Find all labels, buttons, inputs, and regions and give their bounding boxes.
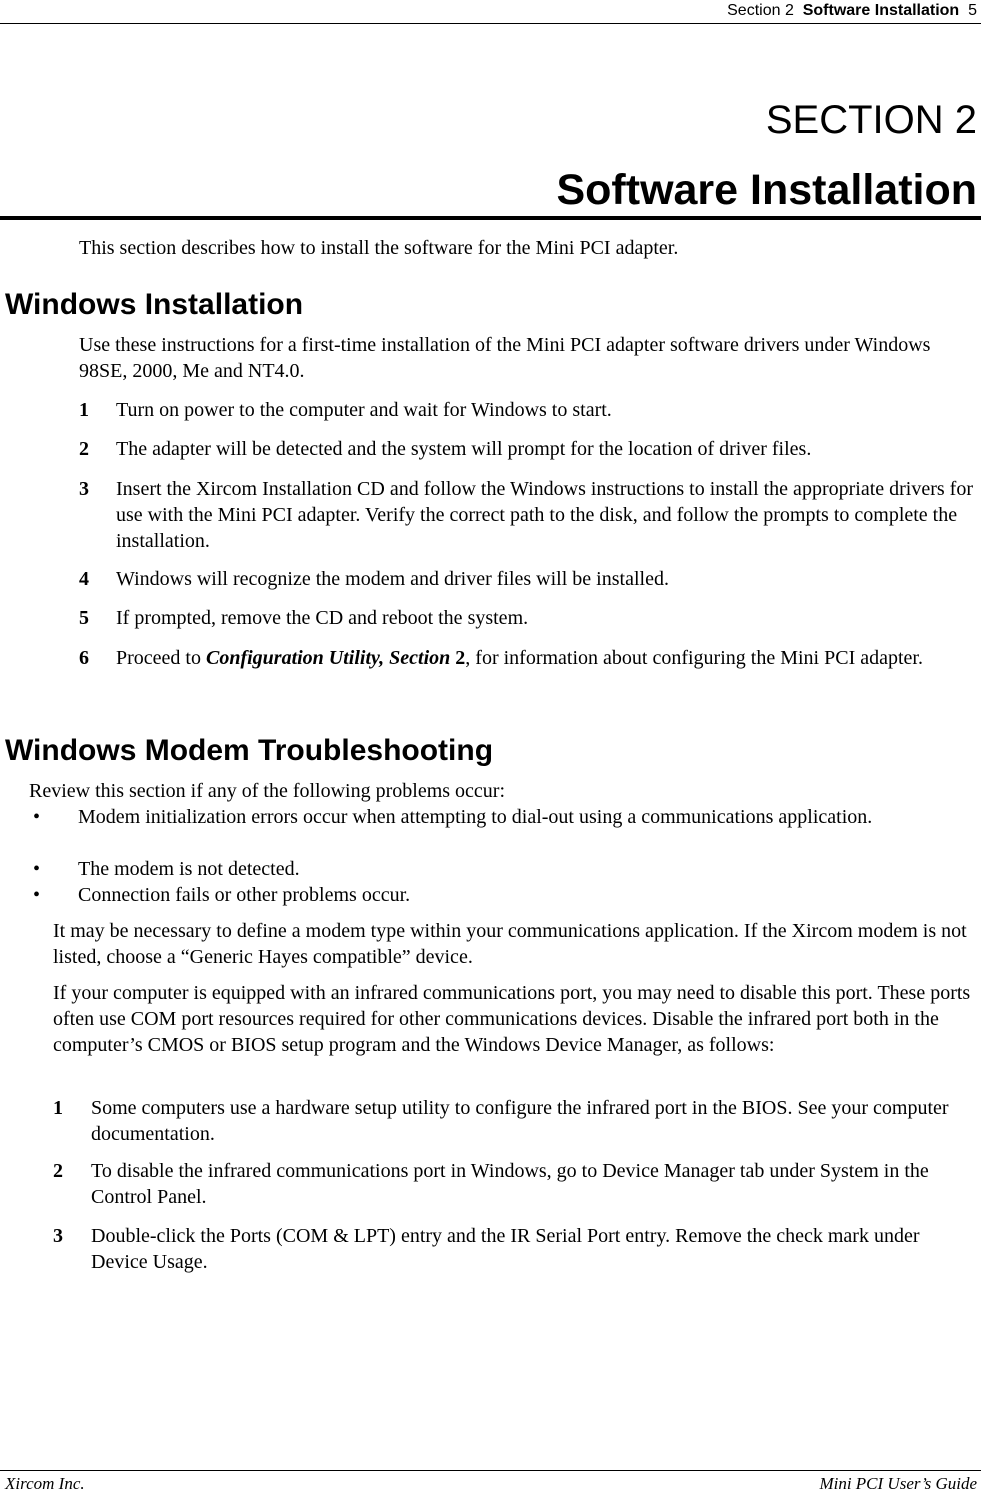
step-number: 3 — [53, 1225, 63, 1247]
page-number: 5 — [968, 2, 977, 19]
footer-rule — [0, 1470, 981, 1471]
heading-modem-troubleshooting: Windows Modem Troubleshooting — [5, 734, 494, 767]
header-title: Software Installation — [802, 2, 960, 19]
troubleshooting-paragraph: It may be necessary to define a modem type within your communications application. If the Xircom modem is not listed, choose a “Generic Hayes compatible” device. — [53, 920, 967, 968]
header-section: Section 2 — [727, 2, 794, 19]
step-number: 5 — [79, 607, 89, 629]
troubleshooting-paragraph: If your computer is equipped with an infrared communications port, you may need to disable this port. These ports often use COM port resources required for other communications devices. Disable the infrared port both in the computer’s CMOS or BIOS setup program and the Windows Device Manager, as follows: — [53, 982, 971, 1056]
step-number: 4 — [79, 568, 89, 590]
bullet-icon: • — [33, 884, 41, 906]
bullet-icon: • — [33, 806, 41, 828]
cross-reference-number: 2 — [450, 647, 466, 669]
heading-windows-installation: Windows Installation — [5, 288, 304, 321]
step-number: 1 — [53, 1097, 63, 1119]
step-text-before: Proceed to — [116, 647, 206, 669]
step-text: Insert the Xircom Installation CD and follow the Windows instructions to install the appropriate drivers for use with the Mini PCI adapter. Verify the correct path to the disk, and follow the prompts to complete the installation. — [116, 478, 973, 552]
bullet-icon: • — [33, 858, 41, 880]
step-text: To disable the infrared communications port in Windows, go to Device Manager tab under System in the Control Panel. — [91, 1160, 929, 1208]
step-text: Turn on power to the computer and wait for Windows to start. — [116, 399, 612, 421]
step-text: Windows will recognize the modem and driver files will be installed. — [116, 568, 669, 590]
step-text: Some computers use a hardware setup utility to configure the infrared port in the BIOS. See your computer documentation. — [91, 1097, 949, 1145]
windows-installation-intro: Use these instructions for a first-time installation of the Mini PCI adapter software drivers under Windows 98SE, 2000, Me and NT4.0. — [79, 334, 931, 382]
running-header — [727, 0, 977, 22]
bullet-text: The modem is not detected. — [78, 858, 300, 880]
step-text — [116, 645, 969, 671]
section-number: SECTION 2 — [765, 98, 977, 142]
bullet-text: Modem initialization errors occur when attempting to dial-out using a communications application. — [78, 806, 873, 828]
step-number: 6 — [79, 647, 89, 669]
footer-guide-title: Mini PCI User’s Guide — [819, 1474, 977, 1493]
step-number: 2 — [53, 1160, 63, 1182]
page-title: Software Installation — [556, 166, 977, 214]
cross-reference-link[interactable]: Configuration Utility, Section — [205, 647, 451, 669]
title-rule — [0, 216, 981, 220]
step-number: 2 — [79, 438, 89, 460]
step-text: The adapter will be detected and the system will prompt for the location of driver files. — [116, 438, 812, 460]
step-text: If prompted, remove the CD and reboot the system. — [116, 607, 529, 629]
step-text-after: , for information about configuring the Mini PCI adapter. — [465, 647, 923, 669]
section-intro: This section describes how to install the software for the Mini PCI adapter. — [79, 237, 679, 259]
footer-company: Xircom Inc. — [5, 1474, 85, 1493]
header-rule — [0, 23, 981, 24]
step-number: 3 — [79, 478, 89, 500]
step-number: 1 — [79, 399, 89, 421]
step-text: Double-click the Ports (COM & LPT) entry and the IR Serial Port entry. Remove the check mark under Device Usage. — [91, 1225, 920, 1273]
troubleshooting-intro: Review this section if any of the following problems occur: — [29, 780, 506, 802]
bullet-text: Connection fails or other problems occur. — [78, 884, 411, 906]
